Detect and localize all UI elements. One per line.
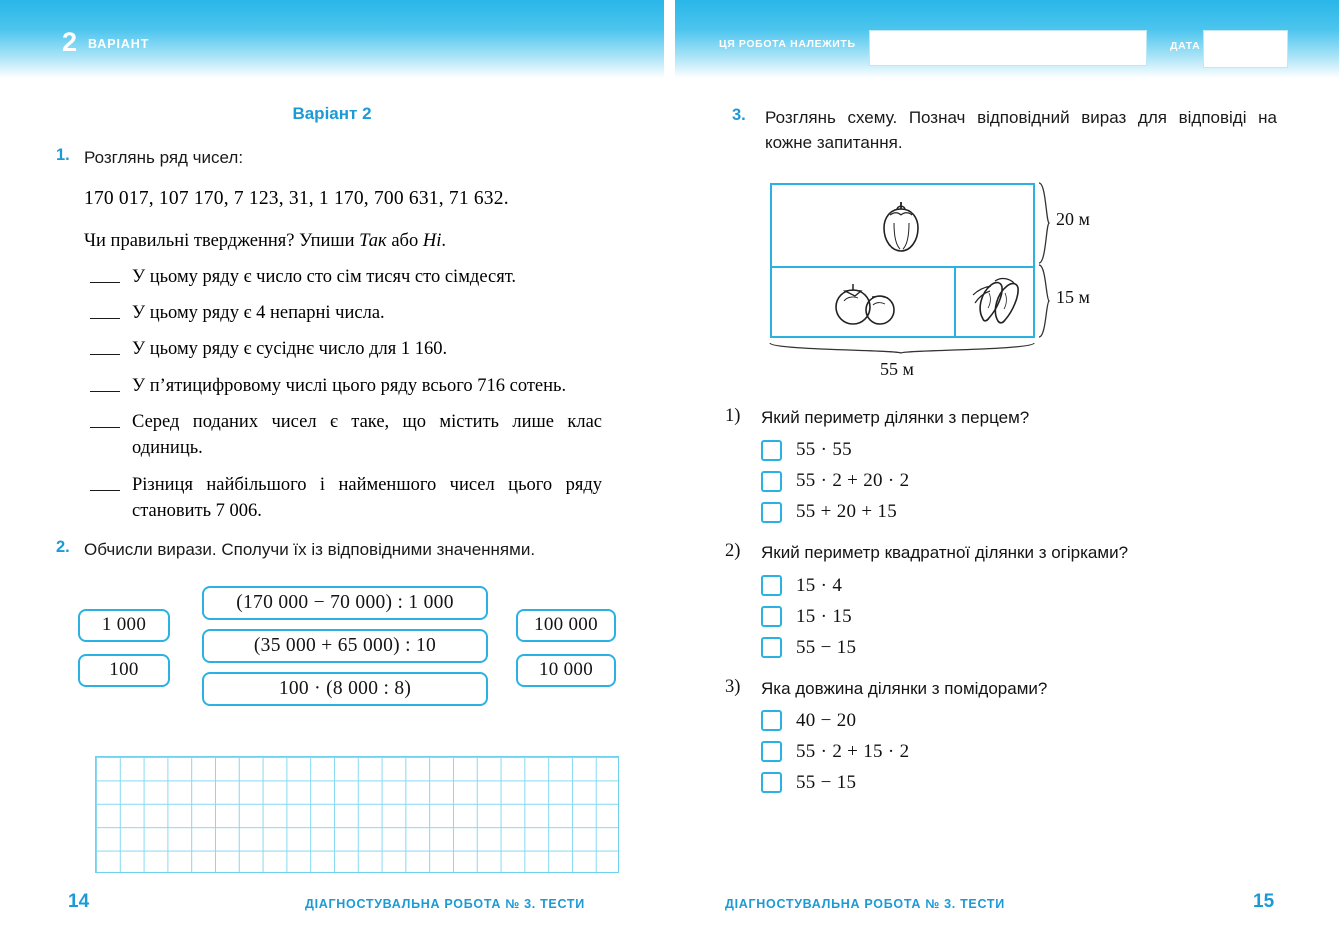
task-1-word-yes: Так — [359, 230, 387, 251]
height-top-label: 20 м — [1056, 209, 1090, 230]
option-label: 55 · 55 — [796, 439, 852, 461]
answer-blank[interactable] — [90, 426, 120, 428]
page-number: 14 — [68, 891, 90, 912]
expression-pill[interactable]: 100 · (8 000 : 8) — [202, 672, 488, 706]
value-pill[interactable]: 100 — [78, 654, 170, 687]
banner-spine-gap — [664, 0, 675, 78]
task-3-number: 3. — [732, 106, 746, 124]
variant-word-label: ВАРІАНТ — [88, 37, 150, 51]
task-3 — [732, 106, 1277, 155]
right-page-footer — [675, 893, 1339, 915]
option-checkbox[interactable] — [761, 710, 782, 731]
task-1 — [56, 146, 602, 524]
option-label: 15 · 15 — [796, 605, 852, 627]
task-1-prompt: Розглянь ряд чисел: — [84, 148, 244, 167]
task-1-question-line — [84, 231, 602, 252]
page-header-banner — [0, 0, 1339, 78]
task-1-question-mid: або — [386, 230, 423, 251]
task-2-prompt: Обчисли вирази. Сполучи їх із відповідними значеннями. — [84, 540, 536, 560]
answer-blank[interactable] — [90, 317, 120, 319]
task-1-number: 1. — [56, 146, 70, 164]
statement-row — [84, 264, 602, 290]
question-2 — [725, 541, 1277, 658]
value-pill[interactable]: 1 000 — [78, 609, 170, 642]
expression-pill[interactable]: (170 000 − 70 000) : 1 000 — [202, 586, 488, 620]
option-label: 55 · 2 + 20 · 2 — [796, 470, 910, 492]
statement-row — [84, 336, 602, 362]
task-2 — [56, 538, 602, 699]
task-1-number-row: 170 017, 107 170, 7 123, 31, 1 170, 700 631, 71 632. — [84, 187, 509, 209]
statement-text: У цьому ряду є 4 непарні числа. — [132, 303, 385, 324]
option-checkbox[interactable] — [761, 575, 782, 596]
statement-text: Різниця найбільшого і найменшого чисел цього ряду становить 7 006. — [132, 474, 602, 521]
answer-blank[interactable] — [90, 390, 120, 392]
left-page-footer — [0, 893, 664, 915]
task-2-match-area — [78, 585, 602, 697]
statement-text: Серед поданих чисел є таке, що містить лише клас одиниць. — [132, 411, 602, 459]
task-3-prompt: Розглянь схему. Познач відповідний вираз для відповіді на кожне запитання. — [765, 108, 1277, 152]
option-row[interactable] — [761, 501, 1277, 523]
answer-blank[interactable] — [90, 353, 120, 355]
tomatoes-icon — [825, 277, 909, 329]
option-label: 55 − 15 — [796, 636, 857, 658]
statement-row — [84, 472, 602, 525]
task-1-question-prefix: Чи правильні твердження? Упиши — [84, 230, 360, 251]
cucumbers-icon — [965, 273, 1029, 331]
option-label: 55 − 15 — [796, 771, 857, 793]
statement-row — [84, 409, 602, 462]
option-row[interactable] — [761, 606, 1277, 628]
question-2-number: 2) — [725, 541, 741, 562]
value-pill[interactable]: 10 000 — [516, 654, 616, 687]
page-number: 15 — [1253, 891, 1275, 912]
option-label: 55 + 20 + 15 — [796, 501, 898, 523]
option-checkbox[interactable] — [761, 502, 782, 523]
question-1-text: Який периметр ділянки з перцем? — [761, 408, 1030, 428]
answer-blank[interactable] — [90, 281, 120, 283]
statement-text: У цьому ряду є число сто сім тисяч сто сімдесят. — [132, 266, 517, 287]
question-3 — [725, 676, 1277, 794]
left-page — [0, 78, 664, 945]
option-row[interactable] — [761, 772, 1277, 794]
option-checkbox[interactable] — [761, 741, 782, 762]
option-row[interactable] — [761, 470, 1277, 492]
value-pill[interactable]: 100 000 — [516, 609, 616, 642]
work-belongs-input[interactable] — [869, 30, 1147, 66]
footer-caption: ДІАГНОСТУВАЛЬНА РОБОТА № 3. ТЕСТИ — [305, 897, 585, 911]
option-checkbox[interactable] — [761, 637, 782, 658]
question-2-text: Який периметр квадратної ділянки з огірками? — [761, 543, 1129, 563]
variant-number: 2 — [62, 27, 78, 57]
option-row[interactable] — [761, 741, 1277, 763]
option-row[interactable] — [761, 637, 1277, 659]
height-bottom-label: 15 м — [1056, 287, 1090, 308]
option-label: 55 · 2 + 15 · 2 — [796, 740, 910, 762]
scheme-vertical-divider — [954, 266, 956, 338]
option-row[interactable] — [761, 710, 1277, 732]
question-1 — [725, 406, 1277, 523]
vertical-brace-top — [1036, 181, 1052, 341]
option-checkbox[interactable] — [761, 471, 782, 492]
pepper-icon — [870, 199, 932, 257]
width-label: 55 м — [880, 359, 914, 380]
statement-text: У цьому ряду є сусіднє число для 1 160. — [132, 339, 448, 360]
option-checkbox[interactable] — [761, 440, 782, 461]
task-1-question-end: . — [441, 230, 446, 251]
question-3-number: 3) — [725, 676, 741, 697]
footer-caption: ДІАГНОСТУВАЛЬНА РОБОТА № 3. ТЕСТИ — [725, 897, 1005, 911]
task-2-number: 2. — [56, 538, 70, 557]
garden-scheme — [730, 177, 1160, 382]
option-row[interactable] — [761, 575, 1277, 597]
work-belongs-label: ЦЯ РОБОТА НАЛЕЖИТЬ — [719, 38, 856, 50]
right-page — [675, 78, 1339, 945]
answer-blank[interactable] — [90, 489, 120, 491]
option-label: 40 − 20 — [796, 709, 857, 731]
option-checkbox[interactable] — [761, 606, 782, 627]
task-1-statement-list — [84, 264, 602, 524]
scheme-horizontal-divider — [770, 266, 1035, 268]
expression-pill[interactable]: (35 000 + 65 000) : 10 — [202, 629, 488, 663]
option-checkbox[interactable] — [761, 772, 782, 793]
statement-text: У п’ятицифровому числі цього ряду всього 716 сотень. — [132, 375, 567, 396]
grid-paper-workspace[interactable] — [95, 756, 619, 873]
question-1-number: 1) — [725, 406, 741, 427]
date-input[interactable] — [1203, 30, 1288, 68]
option-row[interactable] — [761, 439, 1277, 461]
question-3-text: Яка довжина ділянки з помідорами? — [761, 678, 1048, 698]
statement-row — [84, 373, 602, 399]
date-label: ДАТА — [1170, 40, 1201, 52]
statement-row — [84, 300, 602, 326]
horizontal-brace — [768, 341, 1038, 357]
task-1-word-no: Ні — [422, 230, 442, 251]
option-label: 15 · 4 — [796, 574, 843, 596]
page-title: Варіант 2 — [292, 104, 372, 123]
